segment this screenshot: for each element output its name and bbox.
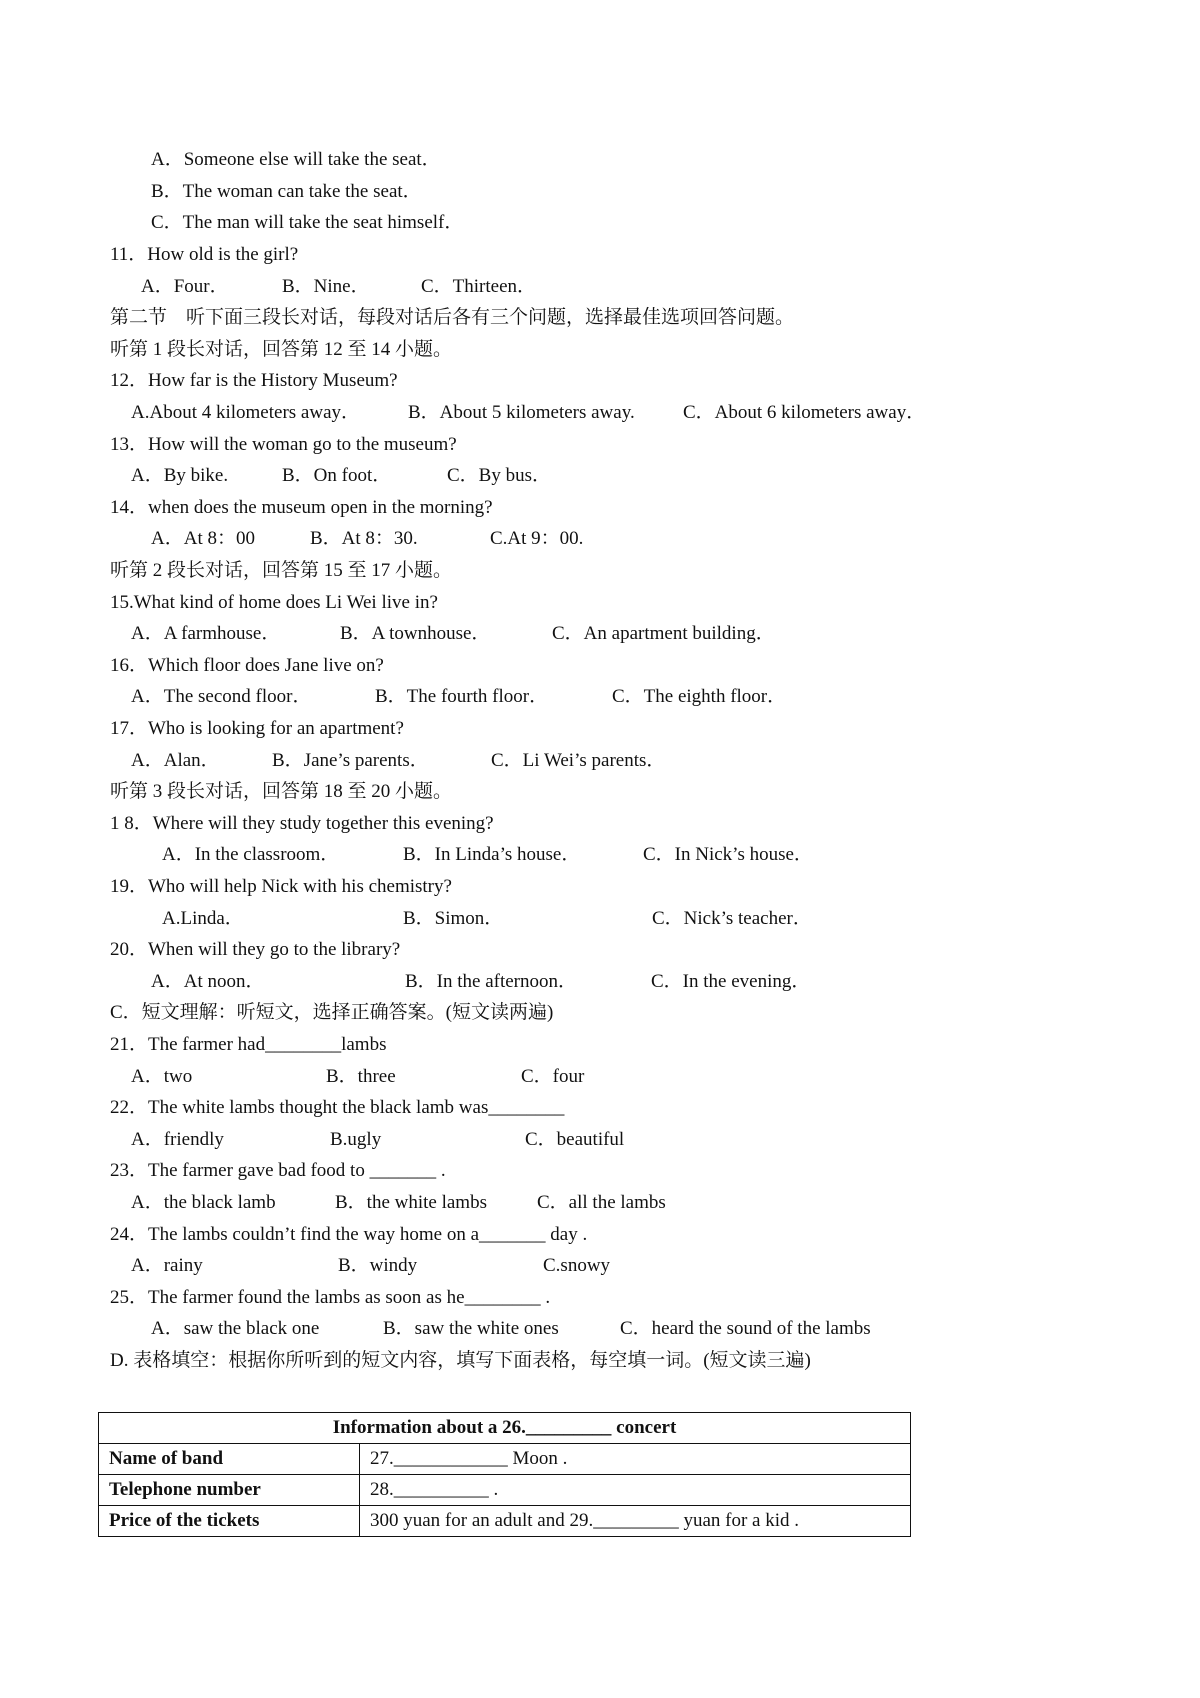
answer-option: A．At 8：00 [151,528,255,549]
line-text: 14．when does the museum open in the morning? [110,497,493,518]
answer-option: A.Linda． [162,908,244,929]
concert-info-table [98,1412,911,1537]
answer-option: A．Alan． [131,750,220,771]
line-text: 21．The farmer had________lambs [110,1034,387,1055]
answer-option: C．heard the sound of the lambs [620,1318,871,1339]
line-text: 1 8．Where will they study together this evening? [110,813,494,834]
line-text: 23．The farmer gave bad food to _______ . [110,1160,446,1181]
answer-option: C．In Nick’s house． [643,844,813,865]
line-text: 听第 1 段长对话，回答第 12 至 14 小题。 [110,339,453,360]
answer-option: C．Thirteen． [421,276,537,297]
answer-option: C．In the evening． [651,971,811,992]
answer-option: A．In the classroom． [162,844,340,865]
answer-option: B．Jane’s parents． [272,750,429,771]
line-text: 第二节 听下面三段长对话，每段对话后各有三个问题，选择最佳选项回答问题。 [110,307,795,328]
line-text: 24．The lambs couldn’t find the way home on a_______ day . [110,1224,588,1245]
answer-option: B．In Linda’s house． [403,844,581,865]
table-header: Information about a 26._________ concert [99,1413,911,1444]
row-label-band: Name of band [99,1444,360,1475]
answer-option: B．Simon． [403,908,504,929]
answer-option: B.ugly [330,1129,382,1150]
answer-option: B．three [326,1066,396,1087]
line-text: 15.What kind of home does Li Wei live in? [110,592,438,613]
answer-option: C.snowy [543,1255,611,1276]
line-text: 25．The farmer found the lambs as soon as he________ . [110,1287,551,1308]
line-text: 22．The white lambs thought the black lamb was________ [110,1097,565,1118]
answer-option: C．four [521,1066,585,1087]
line-text: 19．Who will help Nick with his chemistry? [110,876,452,897]
answer-option: B．The fourth floor． [375,686,549,707]
answer-option: B．saw the white ones [383,1318,559,1339]
row-label-telephone: Telephone number [99,1475,360,1506]
answer-option: C．all the lambs [537,1192,666,1213]
table-header-row [99,1413,911,1444]
row-label-price: Price of the tickets [99,1506,360,1537]
answer-option: A．saw the black one [151,1318,320,1339]
answer-option: C．An apartment building． [552,623,775,644]
answer-option: A．the black lamb [131,1192,276,1213]
answer-option: C．Li Wei’s parents． [491,750,666,771]
answer-option: A．two [131,1066,193,1087]
answer-option: A．friendly [131,1129,224,1150]
answer-option: B．A townhouse． [340,623,491,644]
table-row [99,1444,911,1475]
line-text: A．Someone else will take the seat． [151,149,441,170]
answer-option: A.About 4 kilometers away． [131,402,361,423]
answer-option: A．A farmhouse． [131,623,281,644]
line-text: C．短文理解：听短文，选择正确答案。(短文读两遍) [110,1002,554,1023]
answer-option: C．By bus． [447,465,551,486]
line-text: 12．How far is the History Museum? [110,370,398,391]
line-text: C．The man will take the seat himself． [151,212,464,233]
answer-option: A．The second floor． [131,686,312,707]
answer-option: A．rainy [131,1255,203,1276]
row-value-band: 27.____________ Moon . [360,1444,911,1475]
answer-option: B．the white lambs [335,1192,487,1213]
answer-option: B．windy [338,1255,418,1276]
answer-option: A．Four． [141,276,229,297]
answer-option: C．Nick’s teacher． [652,908,812,929]
answer-option: B．About 5 kilometers away. [408,402,635,423]
line-text: 16．Which floor does Jane live on? [110,655,384,676]
row-value-telephone: 28.__________ . [360,1475,911,1506]
line-text: 13．How will the woman go to the museum? [110,434,457,455]
answer-option: C．About 6 kilometers away． [683,402,926,423]
line-text: 听第 2 段长对话，回答第 15 至 17 小题。 [110,560,453,581]
answer-option: B．At 8：30. [310,528,418,549]
answer-option: C．beautiful [525,1129,625,1150]
row-value-price: 300 yuan for an adult and 29._________ yuan for a kid . [360,1506,911,1537]
table-row [99,1475,911,1506]
table-row [99,1506,911,1537]
line-text: 20．When will they go to the library? [110,939,401,960]
line-text: D. 表格填空：根据你所听到的短文内容，填写下面表格，每空填一词。(短文读三遍) [110,1350,811,1371]
answer-option: A．By bike. [131,465,229,486]
line-text: 11．How old is the girl? [110,244,299,265]
answer-option: C.At 9：00. [490,528,584,549]
line-text: B．The woman can take the seat． [151,181,422,202]
line-text: 听第 3 段长对话，回答第 18 至 20 小题。 [110,781,453,802]
answer-option: B．In the afternoon． [405,971,578,992]
answer-option: B．Nine． [282,276,370,297]
answer-option: B．On foot． [282,465,392,486]
line-text: 17．Who is looking for an apartment? [110,718,404,739]
answer-option: A．At noon． [151,971,265,992]
answer-option: C．The eighth floor． [612,686,787,707]
